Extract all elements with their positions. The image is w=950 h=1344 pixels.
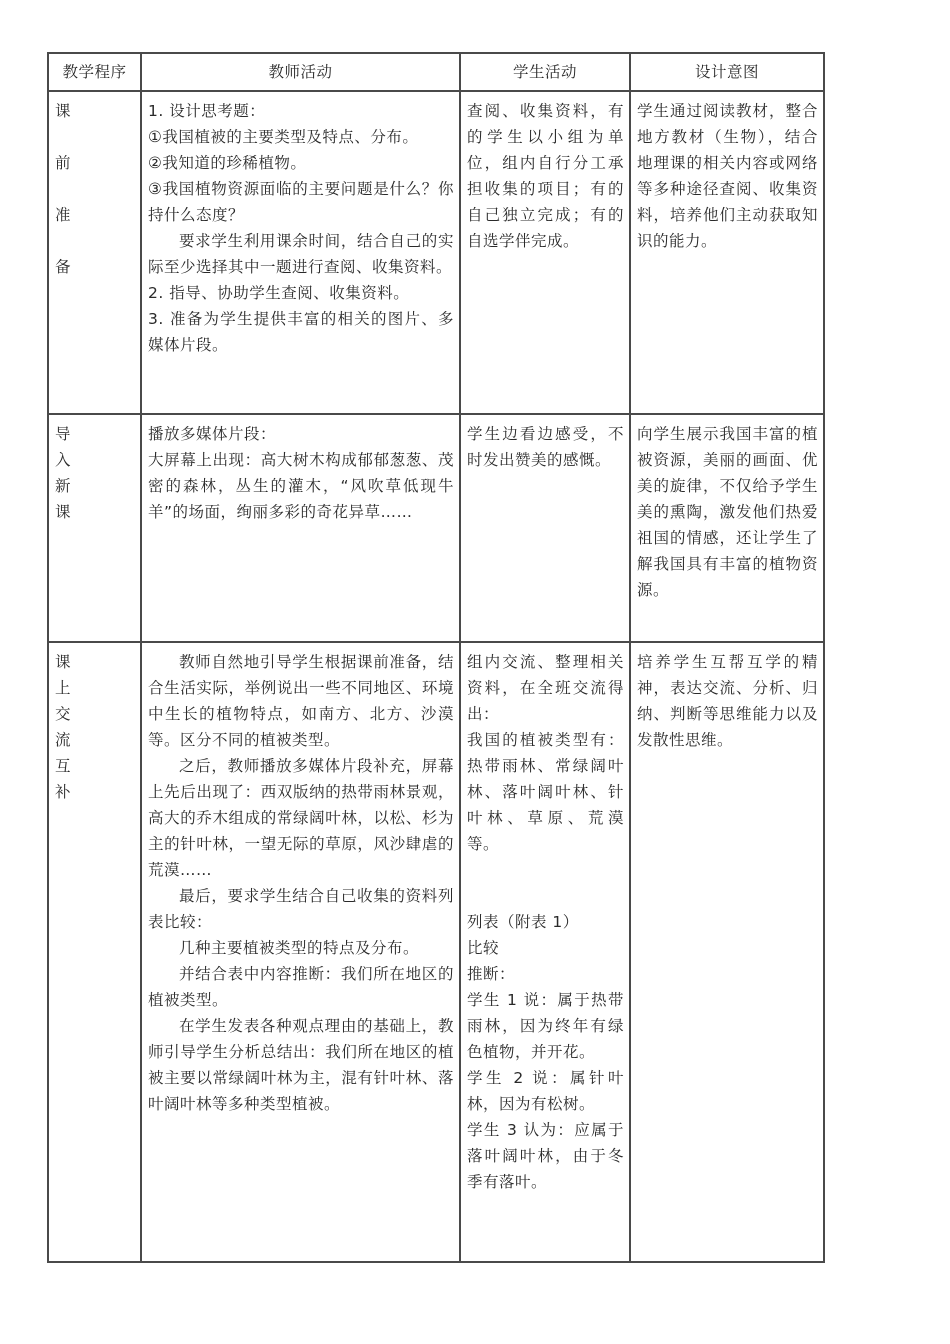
student-line: 比较 [467,939,500,957]
teacher-activity-cell [141,91,460,414]
stage-char: 课 [55,102,72,120]
stage-char: 交 [55,705,72,723]
design-intent-cell [630,91,824,414]
intent-text: 向学生展示我国丰富的植被资源，美丽的画面、优美的旋律，不仅给予学生美的熏陶，激发他们热爱祖国的情感，还让学生了解我国具有丰富的植物资源。 [637,425,818,599]
student-line: 推断： [467,965,516,983]
student-line: 学生 1 说：属于热带雨林，因为终年有绿色植物，并开花。 [467,991,624,1061]
teacher-line: 教师自然地引导学生根据课前准备，结合生活实际，举例说出一些不同地区、环境中生长的植物特点，如南方、北方、沙漠等。区分不同的植被类型。 [148,653,454,749]
teacher-line: 大屏幕上出现：高大树木构成郁郁葱葱、茂密的森林，丛生的灌木，“风吹草低现牛羊”的场面，绚丽多彩的奇花异草…… [148,451,454,521]
student-line: 学生 2 说：属针叶林，因为有松树。 [467,1069,624,1113]
stage-char: 上 [55,679,72,697]
teacher-line: ②我知道的珍稀植物。 [148,154,307,172]
student-line: 学生边看边感受，不时发出赞美的感慨。 [467,425,624,469]
header-teacher-activity: 教师活动 [141,53,460,91]
stage-char: 准 [55,206,72,224]
student-line: 组内交流、整理相关资料，在全班交流得出： [467,653,624,723]
teacher-line: 3. 准备为学生提供丰富的相关的图片、多媒体片段。 [148,310,454,354]
stage-char: 入 [55,451,72,469]
table-row [48,91,824,414]
intent-text: 学生通过阅读教材，整合地方教材（生物），结合地理课的相关内容或网络等多种途径查阅、收集资料，培养他们主动获取知识的能力。 [637,102,818,250]
student-line: 列表（附表 1） [467,913,579,931]
stage-char: 新 [55,477,72,495]
teacher-line: 1. 设计思考题： [148,102,266,120]
stage-char: 导 [55,425,72,443]
table-row [48,414,824,642]
student-activity-cell [460,414,630,642]
design-intent-cell [630,414,824,642]
teacher-line: 几种主要植被类型的特点及分布。 [179,939,420,957]
teacher-line: ③我国植物资源面临的主要问题是什么？你持什么态度？ [148,180,454,224]
header-design-intent: 设计意图 [630,53,824,91]
teacher-activity-cell [141,642,460,1262]
stage-char: 补 [55,783,72,801]
stage-char: 备 [55,258,72,276]
stage-char: 流 [55,731,72,749]
student-line: 学生 3 认为：应属于落叶阔叶林，由于冬季有落叶。 [467,1121,624,1191]
stage-cell [48,91,141,414]
teacher-line: 在学生发表各种观点理由的基础上，教师引导学生分析总结出：我们所在地区的植被主要以常绿阔叶林为主，混有针叶林、落叶阔叶林等多种类型植被。 [148,1017,454,1113]
student-activity-cell [460,642,630,1262]
teacher-line: 2. 指导、协助学生查阅、收集资料。 [148,284,410,302]
header-student-activity: 学生活动 [460,53,630,91]
stage-char: 课 [55,503,72,521]
stage-char: 互 [55,757,72,775]
table-row [48,642,824,1262]
intent-text: 培养学生互帮互学的精神，表达交流、分析、归纳、判断等思维能力以及发散性思维。 [637,653,818,749]
student-activity-cell [460,91,630,414]
teacher-line: 最后，要求学生结合自己收集的资料列表比较： [148,887,454,931]
teacher-line: ①我国植被的主要类型及特点、分布。 [148,128,419,146]
student-line: 查阅、收集资料，有的学生以小组为单位，组内自行分工承担收集的项目；有的自己独立完成；有的自选学伴完成。 [467,102,624,250]
teacher-line: 并结合表中内容推断：我们所在地区的植被类型。 [148,965,454,1009]
header-row [48,53,824,91]
stage-char: 课 [55,653,72,671]
stage-cell [48,642,141,1262]
teacher-activity-cell [141,414,460,642]
stage-cell [48,414,141,642]
design-intent-cell [630,642,824,1262]
stage-char: 前 [55,154,72,172]
teacher-line: 要求学生利用课余时间，结合自己的实际至少选择其中一题进行查阅、收集资料。 [148,232,454,276]
lesson-plan-table [47,52,825,1263]
teacher-line: 播放多媒体片段： [148,425,277,443]
teacher-line: 之后，教师播放多媒体片段补充，屏幕上先后出现了：西双版纳的热带雨林景观，高大的乔木组成的常绿阔叶林，以松、杉为主的针叶林，一望无际的草原，风沙肆虐的荒漠…… [148,757,454,879]
student-line: 我国的植被类型有：热带雨林、常绿阔叶林、落叶阔叶林、针叶林、草原、荒漠等。 [467,731,624,853]
header-procedure: 教学程序 [48,53,141,91]
